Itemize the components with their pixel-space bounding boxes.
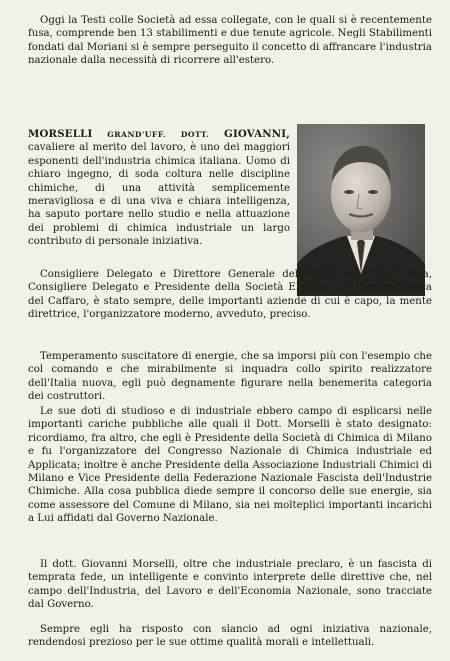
intro-paragraph: Oggi la Testi colle Società ad essa collegate, con le quali si è recentemente fusa, comprende ben 13 stabilimenti e due tenute agricole. Negli Stabilimenti fondati dal Moriani si è sempre perseguito il concetto di affrancare l'industria nazionale dalla necessità di ricorrere all'estero. bbox=[28, 15, 432, 67]
bio-paragraph-2: Consigliere Delegato e Direttore Generale della Soc. An. Carlo Erba, Consigliere Delegato e Presidente della Società Elettrica ed Elettrochimica del Caffaro, è stato sempre, delle importanti aziende di cui è capo, la mente direttrice, l'organizzatore moderno, avveduto, preciso. bbox=[28, 269, 432, 321]
bio-paragraph-4: Le sue doti di studioso e di industriale ebbero campo di esplicarsi nelle importanti cariche pubbliche alle quali il Dott. Morselli è stato designato: ricordiamo, fra altro, che egli è Presidente della Società di Chimica di Milano e fu l'organizzatore del Congresso Nazionale di Chimica industriale ed Applicata; inoltre è anche Presidente della Associazione Industriali Chimici di Milano e Vice Presidente della Federazione Nazionale Fascista dell'Industrie Chimiche. Alla cosa pubblica diede sempre il concorso delle sue energie, sia come assessore del Comune di Milano, sia nei molteplici importanti incarichi a Lui affidati dal Governo Nazionale. bbox=[28, 406, 432, 525]
person-surname: MORSELLI bbox=[28, 128, 93, 140]
person-given-name: GIOVANNI, bbox=[224, 128, 290, 140]
person-title: GRAND'UFF. DOTT. bbox=[107, 130, 210, 139]
bio-paragraph-5: Il dott. Giovanni Morselli, oltre che industriale preclaro, è un fascista di temprata fede, un intelligente e convinto interprete delle direttive che, nel campo dell'Industria, del Lavoro e dell'Economia Nazionale, sono tracciate dal Governo. bbox=[28, 559, 432, 611]
bio-paragraph-3: Temperamento suscitatore di energie, che sa imporsi più con l'esempio che col comando e che mirabilmente si inquadra collo spirito realizzatore dell'Italia nuova, egli può degnamente figurare nella benemerita categoria dei costruttori. bbox=[28, 351, 432, 403]
bio-paragraph-1-text: cavaliere al merito del lavoro, è uno dei maggiori esponenti dell'industria chimica italiana. Uomo di chiaro ingegno, di soda coltura nelle discipline chimiche, di una attività semplicemente meravigliosa e di una viva e chiara intelligenza, ha saputo portare nello studio e nella attuazione dei problemi di chimica industriale un largo contributo di personale iniziativa. bbox=[28, 142, 290, 248]
bio-paragraph-1 bbox=[28, 128, 290, 249]
bio-paragraph-6: Sempre egli ha risposto con slancio ad ogni iniziativa nazionale, rendendosi prezioso per le sue ottime qualità morali e intellettuali. bbox=[28, 624, 432, 649]
